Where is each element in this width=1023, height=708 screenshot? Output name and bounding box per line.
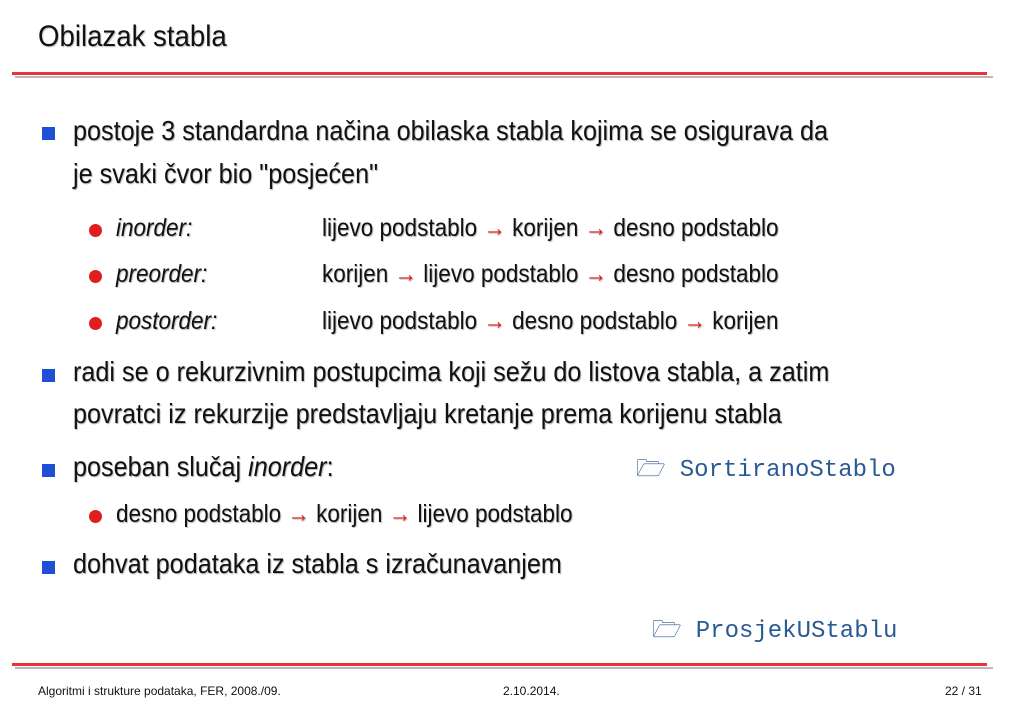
traversal-name-inorder: inorder: [116,214,193,242]
square-bullet-icon [42,561,55,574]
inorder-reversed-def [116,500,573,529]
traversal-def-inorder [322,214,779,243]
arrow: → [584,260,608,288]
link-prosjek-u-stablu[interactable] [652,612,897,653]
link-label: ProsjekUStablu [695,618,898,645]
step: desno podstablo [512,307,678,335]
bullet-4: dohvat podataka iz stabla s izračunavanjem [73,548,562,579]
step: desno podstablo [613,260,779,288]
footer-page-number: 22 / 31 [945,684,982,698]
square-bullet-icon [42,464,55,477]
bullet-3-italic: inorder [248,451,327,482]
arrow: → [683,307,707,335]
bullet-3 [73,451,334,483]
step: korijen [322,260,389,288]
arrow: → [394,260,418,288]
square-bullet-icon [42,369,55,382]
arrow: → [388,500,412,528]
step: korijen [712,307,779,335]
step: lijevo podstablo [423,260,579,288]
bullet-1-line-1: postoje 3 standardna načina obilaska stabla kojima se osigurava da [73,115,829,146]
bullet-2-line-2: povratci iz rekurzije predstavljaju kretanje prema korijenu stabla [73,398,782,429]
step: desno podstablo [613,214,779,242]
step: korijen [316,500,383,528]
footer-rule-shadow [15,667,993,669]
arrow: → [287,500,310,528]
arrow: → [483,307,506,335]
slide-title: Obilazak stabla [38,20,227,53]
dot-bullet-icon [89,510,102,523]
step: lijevo podstablo [417,500,573,528]
step: desno podstablo [116,500,282,528]
bullet-3-suffix: : [326,451,334,482]
traversal-def-preorder [322,260,779,289]
arrow: → [483,214,506,242]
dot-bullet-icon [89,224,102,237]
dot-bullet-icon [89,317,102,330]
footer-date: 2.10.2014. [503,684,560,698]
traversal-name-preorder: preorder: [116,260,208,288]
bullet-1-line-2: je svaki čvor bio "posjećen" [73,158,379,189]
traversal-name-postorder: postorder: [116,307,218,335]
title-rule [12,72,987,75]
bullet-3-prefix: poseban slučaj [73,451,249,482]
footer-rule [12,663,987,666]
link-sortirano-stablo[interactable] [636,451,896,492]
folder-icon: 🗁 [636,454,666,482]
square-bullet-icon [42,127,55,140]
step: lijevo podstablo [322,214,478,242]
link-label: SortiranoStablo [679,457,896,484]
traversal-def-postorder [322,307,779,336]
step: lijevo podstablo [322,307,478,335]
footer-course: Algoritmi i strukture podataka, FER, 2008./09. [38,684,281,698]
title-rule-shadow [15,76,993,78]
folder-icon: 🗁 [652,615,682,643]
bullet-2-line-1: radi se o rekurzivnim postupcima koji sežu do listova stabla, a zatim [73,356,830,387]
arrow: → [584,214,608,242]
step: korijen [512,214,579,242]
dot-bullet-icon [89,270,102,283]
